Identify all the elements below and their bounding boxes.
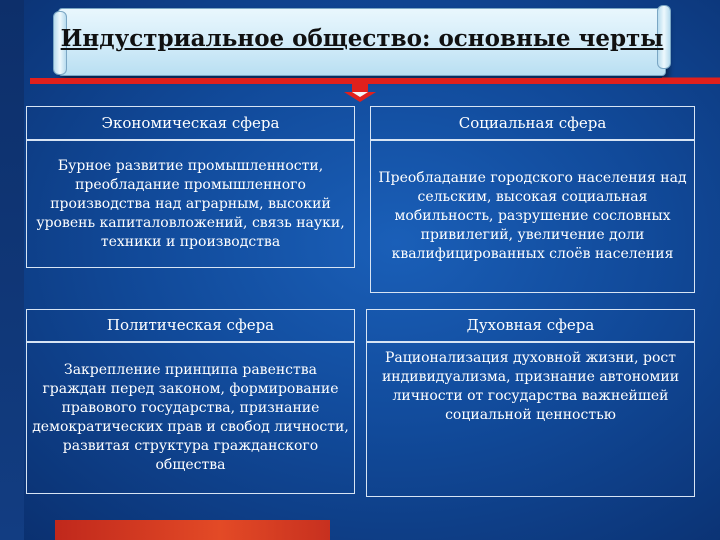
header-political-sphere: Политическая сфера [26,309,355,342]
red-divider-tail [662,62,720,84]
bottom-red-bar [55,520,330,540]
header-economic-sphere: Экономическая сфера [26,106,355,140]
text-social-sphere: Преобладание городского населения над сельским, высокая социальная мобильность, разрушение сословных привилегий, увеличение доли квалифицированных слоёв населения [370,140,695,293]
header-social-sphere: Социальная сфера [370,106,695,140]
left-decor-strip [0,0,24,540]
down-arrow-highlight [352,92,368,97]
text-spiritual-sphere: Рационализация духовной жизни, рост индивидуализма, признание автономии личности от государства важнейшей социальной ценностью [366,342,695,497]
page-title: Индустриальное общество: основные черты [60,25,664,52]
text-economic-sphere: Бурное развитие промышленности, преобладание промышленного производства над аграрным, высокий уровень капиталовложений, связь науки, техники и производства [26,140,355,268]
title-scroll-banner [58,8,666,76]
header-spiritual-sphere: Духовная сфера [366,309,695,342]
down-arrow-stem [352,84,368,92]
text-political-sphere: Закрепление принципа равенства граждан перед законом, формирование правового государства, признание демократических прав и свобод личности, развитая структура гражданского общества [26,342,355,494]
